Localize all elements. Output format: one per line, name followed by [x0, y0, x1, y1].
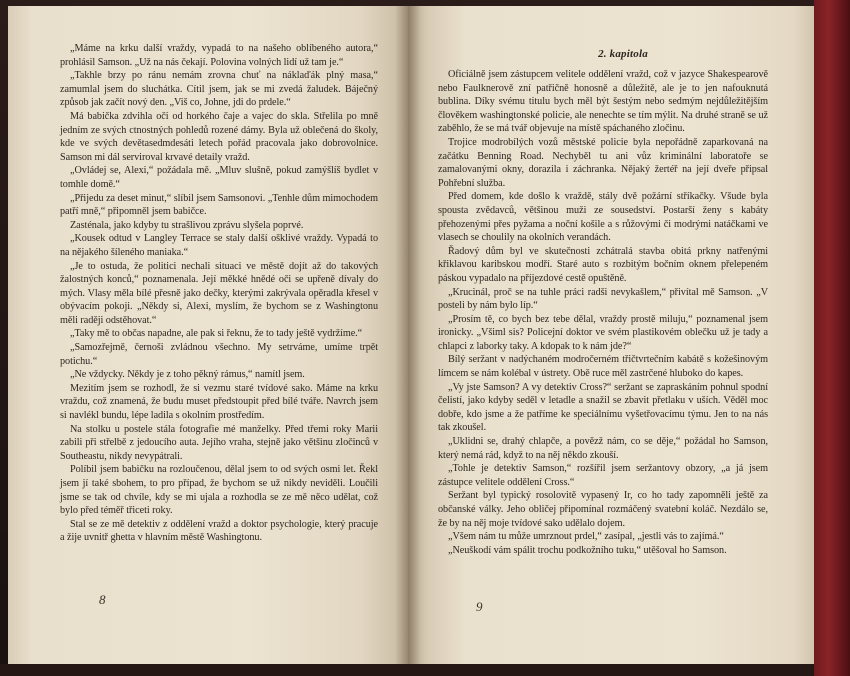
- paragraph: Má babička zdvihla oči od horkého čaje a vajec do skla. Střelila po mně jedním ze svých ctnostných pohledů rozené dámy. Byla už oblečená do školy, kde ve svých devětasedmdesáti letech pořád pracovala jako dobrovolnice. Samson mi dál serviroval krvavé detaily vražd.: [60, 110, 378, 163]
- left-page: [8, 6, 408, 664]
- paragraph: „Neuškodí vám spálit trochu podkožního tuku,“ utěšoval ho Samson.: [448, 544, 727, 556]
- book-cover-edge: [814, 0, 850, 676]
- paragraph: Trojice modrobílých vozů městské policie byla nepořádně zaparkovaná na začátku Benning Road. Nechyběl tu ani vůz kriminální laboratoře se zamalovanými okny, dorazila i záchranka. Nějaký žertéř na její dveře připsal Pohřební služba.: [438, 136, 768, 189]
- paragraph: Oficiálně jsem zástupcem velitele oddělení vražd, což v jazyce Shakespearově nebo Faulknerově zní patřičně honosně a důležitě, ale je to jen nafouknutá bublina. Díky svému titulu bych měl být šestým nebo sedmým nejdůležitějším člověkem washingtonské policie, ale nenechte se tím mýlit. Na druhé straně se už zaběhlo, že se má tvář objevuje na místě spáchaného zločinu.: [438, 69, 768, 135]
- page-number-right: 9: [476, 599, 483, 614]
- paragraph: Zasténala, jako kdyby tu strašlivou zprávu slyšela poprvé.: [70, 219, 304, 231]
- paragraph: „Takhle brzy po ránu nemám zrovna chuť na náklaďák plný masa,“ zamumlal jsem do sluchátka. Cítil jsem, jak se mi zvedá žaludek. Báječný způsob jak začít nový den. „Viš co, Johne, jdi do prdele.“: [60, 70, 378, 109]
- paragraph: „Samozřejmě, černoši zvládnou všechno. My setrváme, umíme trpět potichu.“: [60, 342, 378, 367]
- paragraph: Na stolku u postele stála fotografie mé manželky. Před třemi roky Marii zabili při střelbě z jedoucího auta. Jejího vraha, stejně jako většinu zločinců v Southeastu, nikdy nevypátrali.: [60, 423, 378, 462]
- paragraph: „Kousek odtud v Langley Terrace se staly další ošklivé vraždy. Vypadá to na nějakého šíleného maniaka.“: [60, 233, 378, 258]
- paragraph: „Prosím tě, co bych bez tebe dělal, vraždy prostě miluju,“ poznamenal jsem ironicky. „Všiml sis? Policejní doktor ve svém plastikovém oblečku už je tady a chlapci z laborky taky. A kdopak to k nám jde?“: [438, 313, 768, 352]
- chapter-title: 2. kapitola: [598, 48, 648, 60]
- paragraph: Mezitím jsem se rozhodl, že si vezmu staré tvídové sako. Máme na krku vraždu, což znamená, že budu muset předstoupit před bílé tváře. Navrch jsem si navlékl bundu, lépe ladila s okolním prostředím.: [60, 382, 378, 422]
- paragraph: „Je to ostuda, že politici nechali situaci ve městě dojít až do takových žalostných konců,“ poznamenala. Její měkké hnědé oči se upřeně dívaly do mých. Vlasy měla bílé přesně jako dečky, kterými zakrývala opěradla křesel v obývacím pokoji. „Někdy si, Alexi, myslím, že bychom se z Washingtonu měli raději odstěhovat.“: [60, 260, 378, 326]
- paragraph: Políbil jsem babičku na rozloučenou, dělal jsem to od svých osmi let. Řekl jsem jí také sbohem, to pro případ, že bychom se už nikdy neviděli. Loučili jsme se tak od chvíle, kdy se mi ujala a rozhodla se ze mě něco udělat, což bylo před téměř třiceti roky.: [60, 464, 378, 517]
- paragraph: „Krucinál, proč se na tuhle práci radši nevykašlem,“ přivítal mě Samson. „V posteli by nám bylo líp.“: [438, 286, 768, 312]
- paragraph: „Tohle je detektiv Samson,“ rozšířil jsem seržantovy obzory, „a já jsem zástupce velitele oddělení Cross.“: [438, 463, 768, 488]
- right-page: [408, 6, 814, 664]
- right-page-text: [438, 68, 768, 557]
- paragraph: „Taky mě to občas napadne, ale pak si řeknu, že to tady ještě vydržíme.“: [70, 328, 363, 340]
- paragraph: Před domem, kde došlo k vraždě, stály dvě požární stříkačky. Všude byla spousta zvědavců, většinou muži ze sousedství. Postarší ženy s kabáty přehozenými přes pyžama a noční košile a s růžovými či modrými natáčkami ve vlasech se choulily na okolních verandách.: [438, 191, 768, 244]
- paragraph: Bílý seržant v nadýchaném modročerném třičtvrtečním kabátě s kožešinovým límcem se nám kolébal v ústrety. Obě ruce měl zastrčené hluboko do kapes.: [438, 354, 768, 380]
- paragraph: Stal se ze mě detektiv z oddělení vražd a doktor psychologie, který pracuje a žije uvnitř ghetta v hlavním městě Washingtonu.: [60, 518, 378, 544]
- paragraph: „Ne vždycky. Někdy je z toho pěkný rámus,“ namítl jsem.: [70, 369, 305, 381]
- book-spine-shadow: [395, 6, 421, 664]
- paragraph: Seržant byl typický rosolovitě vypasený Ir, co ho tady zapomněli ještě za občanské války. Jeho obličej připomínal rozmáčený svatební koláč. Nezdálo se, že by na něj moje tvídové sako udělalo dojem.: [438, 490, 768, 529]
- paragraph: „Máme na krku další vraždy, vypadá to na našeho oblíbeného autora,“ prohlásil Samson. „Už na nás čekají. Polovina volných lidí už tam je.“: [60, 43, 378, 68]
- paragraph: „Přijedu za deset minut,“ slíbil jsem Samsonovi. „Tenhle dům mimochodem patří mně,“ připomněl jsem babičce.: [60, 192, 378, 218]
- paragraph: „Všem nám tu může umrznout prdel,“ zasípal, „jestli vás to zajímá.“: [448, 531, 724, 543]
- left-page-text: [60, 42, 378, 545]
- page-number-left: 8: [99, 592, 106, 607]
- book-bottom-edge: [0, 664, 814, 676]
- paragraph: „Ovládej se, Alexi,“ požádala mě. „Mluv slušně, pokud zamýšlíš bydlet v tomhle domě.“: [60, 165, 378, 190]
- paragraph: „Vy jste Samson? A vy detektiv Cross?“ seržant se zapraskáním pohnul spodní čelistí, jako kdyby seděl v letadle a snažil se zbavit přetlaku v uších. Věděl moc dobře, kdo jsme a že patříme ke speciálnímu vyšetřovacímu týmu. Jen to na nás tak zkoušel.: [438, 381, 768, 434]
- paragraph: „Uklidni se, drahý chlapče, a povězž nám, co se děje,“ požádal ho Samson, který nemá rád, když to na něj někdo zkouší.: [438, 436, 768, 461]
- paragraph: Řadový dům byl ve skutečnosti zchátralá stavba obitá prkny natřenými křiklavou karibskou modří. Staré auto s rozbitým bočním oknem přelepeném páskou vypadalo na příjezdové cestě opuštěně.: [438, 245, 768, 284]
